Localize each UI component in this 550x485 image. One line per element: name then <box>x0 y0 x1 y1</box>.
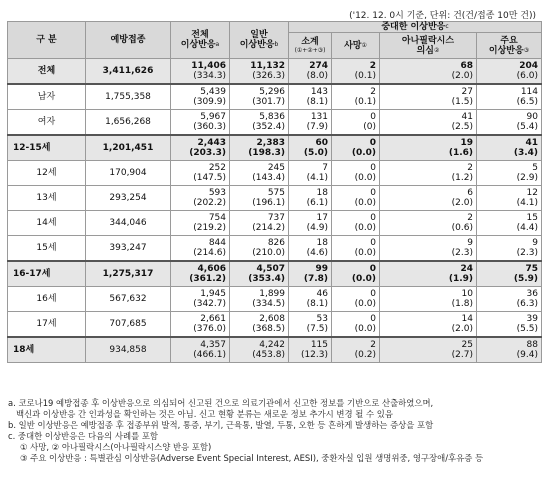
cell-anaphylaxis: 2 (1.2) <box>380 161 477 186</box>
header-major: 주요 이상반응③ <box>477 33 542 59</box>
row-label: 남자 <box>8 84 86 110</box>
cell-general: 5,836 (352.4) <box>230 110 289 136</box>
table-row <box>8 84 542 110</box>
header-general-adverse: 일반 이상반응$^b$ <box>230 22 289 59</box>
cell-general: 11,132 (326.3) <box>230 59 289 85</box>
cell-major: 75 (5.9) <box>477 261 542 287</box>
cell-death: 0 (0) <box>332 110 380 136</box>
cell-anaphylaxis: 19 (1.6) <box>380 135 477 161</box>
cell-all: 1,945 (342.7) <box>171 287 230 312</box>
cell-general: 737 (214.2) <box>230 211 289 236</box>
cell-major: 9 (2.3) <box>477 236 542 262</box>
cell-vaccination: 344,046 <box>86 211 171 236</box>
cell-vaccination: 707,685 <box>86 312 171 338</box>
table-caption: ('12. 12. 0시 기준, 단위: 건(건/접종 10만 건)) <box>349 11 536 21</box>
cell-subtotal: 17 (4.9) <box>289 211 332 236</box>
cell-subtotal: 131 (7.9) <box>289 110 332 136</box>
cell-vaccination: 1,201,451 <box>86 135 171 161</box>
cell-general: 4,242 (453.8) <box>230 337 289 363</box>
cell-anaphylaxis: 68 (2.0) <box>380 59 477 85</box>
cell-subtotal: 60 (5.0) <box>289 135 332 161</box>
table-row <box>8 337 542 363</box>
cell-subtotal: 53 (7.5) <box>289 312 332 338</box>
cell-major: 204 (6.0) <box>477 59 542 85</box>
cell-all: 4,606 (361.2) <box>171 261 230 287</box>
cell-anaphylaxis: 14 (2.0) <box>380 312 477 338</box>
cell-anaphylaxis: 27 (1.5) <box>380 84 477 110</box>
row-label: 14세 <box>8 211 86 236</box>
adverse-events-table <box>7 21 542 363</box>
cell-all: 11,406 (334.3) <box>171 59 230 85</box>
cell-all: 844 (214.6) <box>171 236 230 262</box>
cell-major: 41 (3.4) <box>477 135 542 161</box>
cell-all: 5,967 (360.3) <box>171 110 230 136</box>
cell-vaccination: 393,247 <box>86 236 171 262</box>
footnote-b: b. 일반 이상반응은 예방접종 후 접종부위 발적, 통증, 부기, 근육통, 발열, 두통, 오한 등 흔하게 발생하는 증상을 포함 <box>8 420 434 430</box>
cell-general: 575 (196.1) <box>230 186 289 211</box>
cell-general: 826 (210.0) <box>230 236 289 262</box>
cell-death: 0 (0.0) <box>332 186 380 211</box>
header-all-adverse: 전체 이상반응$^a$ <box>171 22 230 59</box>
cell-subtotal: 7 (4.1) <box>289 161 332 186</box>
cell-anaphylaxis: 25 (2.7) <box>380 337 477 363</box>
cell-subtotal: 99 (7.8) <box>289 261 332 287</box>
cell-death: 0 (0.0) <box>332 236 380 262</box>
cell-major: 39 (5.5) <box>477 312 542 338</box>
table-row <box>8 261 542 287</box>
cell-anaphylaxis: 9 (2.3) <box>380 236 477 262</box>
row-label: 17세 <box>8 312 86 338</box>
header-serious-adverse: 중대한 이상반응$^c$ <box>289 22 542 33</box>
cell-all: 5,439 (309.9) <box>171 84 230 110</box>
table-row <box>8 135 542 161</box>
cell-vaccination: 3,411,626 <box>86 59 171 85</box>
cell-vaccination: 567,632 <box>86 287 171 312</box>
cell-vaccination: 1,275,317 <box>86 261 171 287</box>
cell-all: 252 (147.5) <box>171 161 230 186</box>
cell-general: 4,507 (353.4) <box>230 261 289 287</box>
cell-major: 88 (9.4) <box>477 337 542 363</box>
cell-subtotal: 143 (8.1) <box>289 84 332 110</box>
header-subtotal: 소계 (①+②+③) <box>289 33 332 59</box>
cell-major: 12 (4.1) <box>477 186 542 211</box>
footnote-a-line1: a. 코로나19 예방접종 후 이상반응으로 의심되어 신고된 건으로 의료기관에서 신고한 정보를 기반으로 산출하였으며, <box>8 398 434 408</box>
row-label: 16세 <box>8 287 86 312</box>
cell-vaccination: 1,656,268 <box>86 110 171 136</box>
header-group: 구 분 <box>8 22 86 59</box>
footnote-a-line2: 백신과 이상반응 간 인과성을 확인하는 것은 아님. 신고 현황 분류는 새로운 정보 추가시 변경 될 수 있음 <box>16 409 393 419</box>
cell-death: 2 (0.1) <box>332 59 380 85</box>
table-row <box>8 312 542 338</box>
table-row <box>8 59 542 85</box>
row-label: 16-17세 <box>8 261 86 287</box>
cell-all: 754 (219.2) <box>171 211 230 236</box>
cell-death: 0 (0.0) <box>332 261 380 287</box>
cell-death: 2 (0.2) <box>332 337 380 363</box>
row-label: 12-15세 <box>8 135 86 161</box>
header-death: 사망① <box>332 33 380 59</box>
table-row <box>8 287 542 312</box>
cell-death: 2 (0.1) <box>332 84 380 110</box>
cell-anaphylaxis: 2 (0.6) <box>380 211 477 236</box>
cell-death: 0 (0.0) <box>332 312 380 338</box>
table-row <box>8 186 542 211</box>
cell-anaphylaxis: 6 (2.0) <box>380 186 477 211</box>
cell-death: 0 (0.0) <box>332 211 380 236</box>
table-row <box>8 161 542 186</box>
footnotes <box>8 398 543 464</box>
row-label: 15세 <box>8 236 86 262</box>
cell-general: 245 (143.4) <box>230 161 289 186</box>
row-label: 여자 <box>8 110 86 136</box>
table-row <box>8 236 542 262</box>
footnote-c-item2: ③ 주요 이상반응 : 특별관심 이상반응(Adverse Event Special Interest, AESI), 중환자실 입원 생명위중, 영구장애/후유증 등 <box>20 453 484 463</box>
cell-subtotal: 18 (6.1) <box>289 186 332 211</box>
footnote-c-item1: ① 사망, ② 아나필락시스(아나필락시스양 반응 포함) <box>20 442 212 452</box>
cell-vaccination: 293,254 <box>86 186 171 211</box>
cell-death: 0 (0.0) <box>332 287 380 312</box>
cell-major: 90 (5.4) <box>477 110 542 136</box>
cell-subtotal: 46 (8.1) <box>289 287 332 312</box>
cell-all: 593 (202.2) <box>171 186 230 211</box>
cell-vaccination: 934,858 <box>86 337 171 363</box>
cell-major: 114 (6.5) <box>477 84 542 110</box>
cell-vaccination: 1,755,358 <box>86 84 171 110</box>
row-label: 12세 <box>8 161 86 186</box>
cell-major: 5 (2.9) <box>477 161 542 186</box>
cell-all: 2,443 (203.3) <box>171 135 230 161</box>
cell-general: 1,899 (334.5) <box>230 287 289 312</box>
row-label: 전체 <box>8 59 86 85</box>
table-row <box>8 110 542 136</box>
cell-anaphylaxis: 24 (1.9) <box>380 261 477 287</box>
cell-anaphylaxis: 10 (1.8) <box>380 287 477 312</box>
cell-vaccination: 170,904 <box>86 161 171 186</box>
row-label: 18세 <box>8 337 86 363</box>
header-anaphylaxis: 아나필락시스 의심② <box>380 33 477 59</box>
cell-death: 0 (0.0) <box>332 135 380 161</box>
cell-major: 36 (6.3) <box>477 287 542 312</box>
cell-death: 0 (0.0) <box>332 161 380 186</box>
header-vaccination: 예방접종 <box>86 22 171 59</box>
cell-general: 2,608 (368.5) <box>230 312 289 338</box>
cell-subtotal: 115 (12.3) <box>289 337 332 363</box>
cell-subtotal: 274 (8.0) <box>289 59 332 85</box>
cell-subtotal: 18 (4.6) <box>289 236 332 262</box>
row-label: 13세 <box>8 186 86 211</box>
cell-all: 2,661 (376.0) <box>171 312 230 338</box>
table-row <box>8 211 542 236</box>
cell-all: 4,357 (466.1) <box>171 337 230 363</box>
cell-general: 2,383 (198.3) <box>230 135 289 161</box>
cell-anaphylaxis: 41 (2.5) <box>380 110 477 136</box>
cell-major: 15 (4.4) <box>477 211 542 236</box>
footnote-c: c. 중대한 이상반응은 다음의 사례를 포함 <box>8 431 159 441</box>
cell-general: 5,296 (301.7) <box>230 84 289 110</box>
